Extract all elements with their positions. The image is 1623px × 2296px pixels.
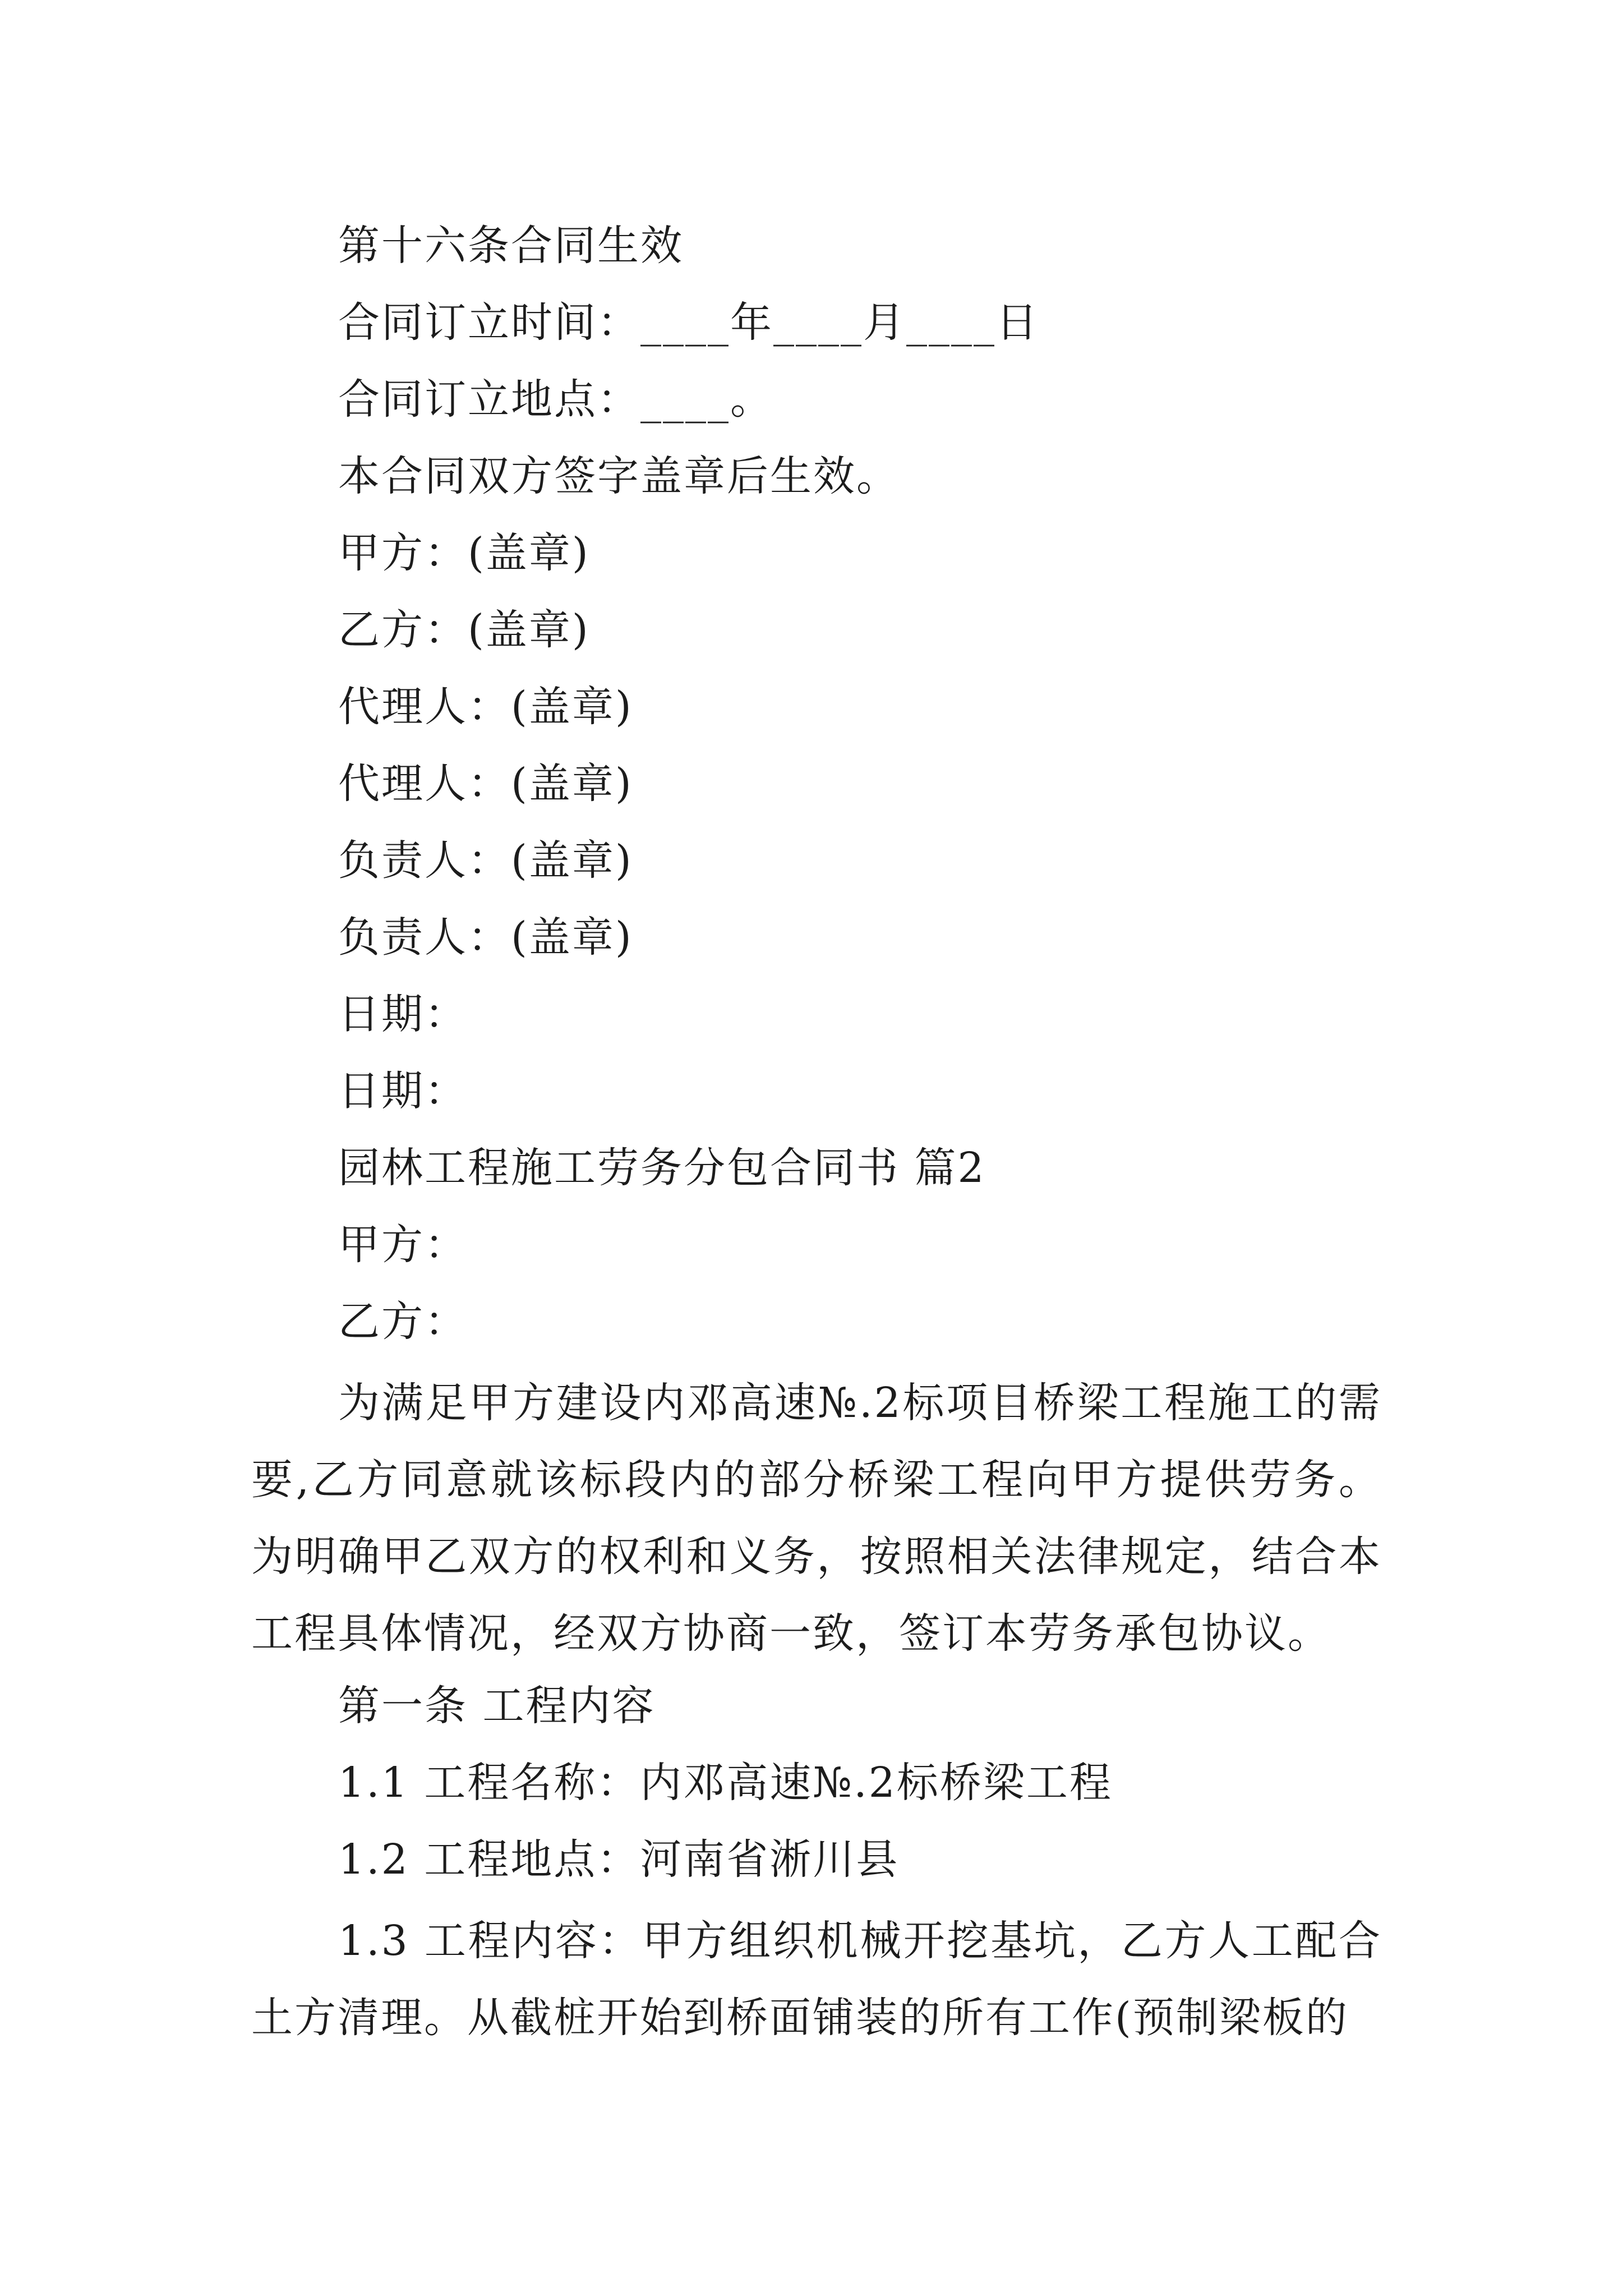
party-a-seal: 甲方：(盖章) xyxy=(338,529,590,577)
party-b-label: 乙方： xyxy=(338,1297,468,1346)
item-1-1: 1.1 工程名称：内邓高速№.2标桥梁工程 xyxy=(338,1759,1113,1807)
article-1-title: 第一条 工程内容 xyxy=(338,1682,656,1730)
responsible-person-seal-a: 负责人：(盖章) xyxy=(338,836,633,885)
effective-clause: 本合同双方签字盖章后生效。 xyxy=(338,452,900,500)
date-line-b: 日期： xyxy=(338,1067,468,1115)
date-line-a: 日期： xyxy=(338,990,468,1038)
article-16-title: 第十六条合同生效 xyxy=(338,222,684,270)
item-1-3: 1.3 工程内容：甲方组织机械开挖基坑，乙方人工配合土方清理。从截桩开始到桥面铺装的所有工作(预制梁板的 xyxy=(251,1917,1382,2042)
section-title: 园林工程施工劳务分包合同书 篇2 xyxy=(338,1144,986,1192)
responsible-person-seal-b: 负责人：(盖章) xyxy=(338,913,633,961)
agent-seal-b: 代理人：(盖章) xyxy=(338,760,633,808)
intro-paragraph: 为满足甲方建设内邓高速№.2标项目桥梁工程施工的需要,乙方同意就该标段内的部分桥梁工程向甲方提供劳务。为明确甲乙双方的权利和义务，按照相关法律规定，结合本工程具体情况，经双方协商一致，签订本劳务承包协议。 xyxy=(251,1379,1382,1658)
party-b-seal: 乙方：(盖章) xyxy=(338,606,590,654)
item-1-2: 1.2 工程地点：河南省淅川县 xyxy=(338,1835,900,1884)
agent-seal-a: 代理人：(盖章) xyxy=(338,683,633,731)
signing-date-line: 合同订立时间：____年____月____日 xyxy=(338,298,1039,347)
document-body xyxy=(251,212,1382,2056)
signing-place-line: 合同订立地点：____。 xyxy=(338,375,773,424)
party-a-label: 甲方： xyxy=(338,1221,468,1269)
